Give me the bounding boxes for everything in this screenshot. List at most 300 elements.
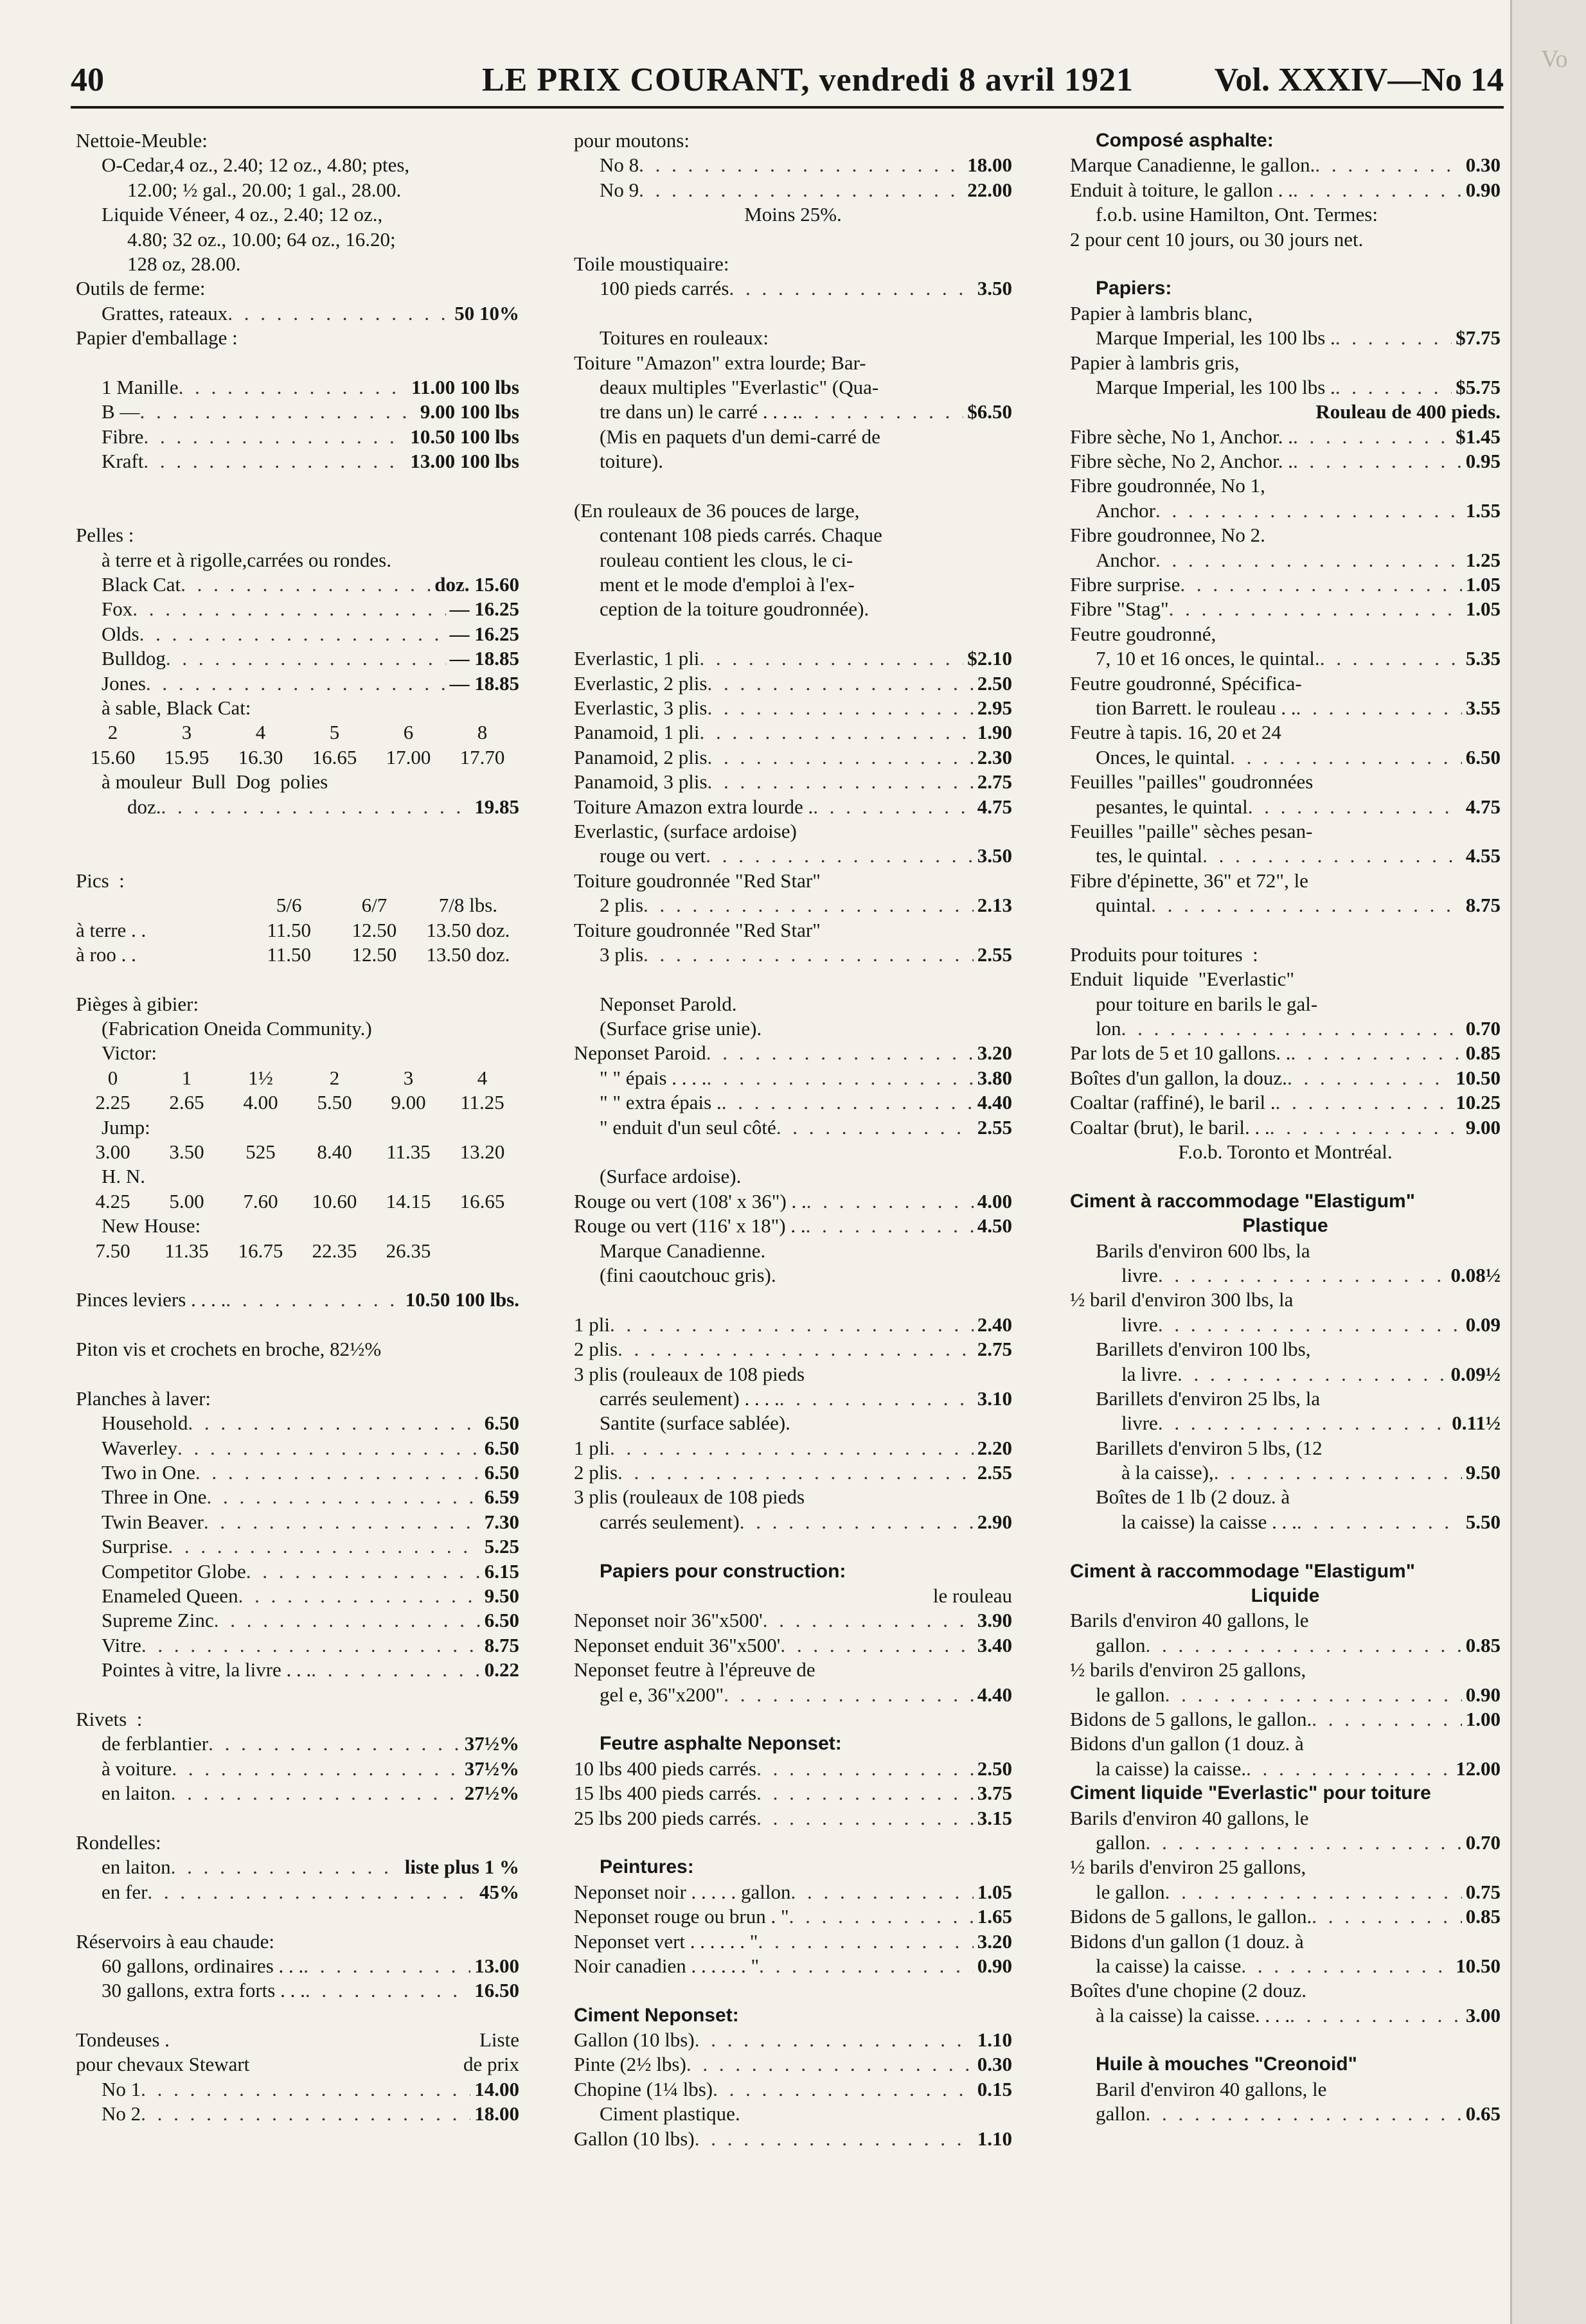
dot-leader bbox=[1165, 1880, 1462, 1904]
grid-cell: 4.00 bbox=[243, 1091, 278, 1114]
text-line: Neponset feutre à l'épreuve de bbox=[574, 1658, 815, 1681]
price-row bbox=[1070, 1313, 1501, 1337]
item-label: 7, 10 et 16 onces, le quintal. bbox=[1096, 647, 1320, 670]
price-row bbox=[574, 1633, 1012, 1658]
price-row bbox=[76, 1954, 519, 1978]
price-row bbox=[574, 1387, 1012, 1411]
price-row bbox=[1070, 844, 1501, 868]
price-row bbox=[574, 2052, 1012, 2077]
price-value: 2.20 bbox=[977, 1436, 1012, 1459]
price-row bbox=[1070, 548, 1501, 572]
price-row bbox=[574, 720, 1012, 745]
price-value: 0.30 bbox=[1465, 154, 1501, 177]
dot-leader bbox=[756, 1781, 974, 1805]
price-row bbox=[574, 1608, 1012, 1633]
price-value: 1.05 bbox=[1465, 573, 1501, 596]
price-row bbox=[574, 400, 1012, 424]
price-row bbox=[76, 597, 519, 621]
price-row bbox=[76, 400, 519, 424]
grid-cell: Tondeuses . bbox=[76, 2028, 170, 2052]
price-row bbox=[76, 2102, 519, 2126]
dot-leader bbox=[246, 1559, 481, 1584]
text-line: Papiers: bbox=[1096, 278, 1172, 299]
item-label: Fox bbox=[102, 598, 133, 621]
spacer bbox=[574, 227, 1012, 252]
price-value: 0.09½ bbox=[1450, 1362, 1501, 1385]
spacer bbox=[1070, 252, 1501, 276]
text-line: Huile à mouches "Creonoid" bbox=[1096, 2053, 1357, 2075]
text-line: rouleau contient les clous, le ci- bbox=[600, 548, 853, 571]
grid-cell bbox=[76, 893, 246, 918]
item-label: Marque Canadienne, le gallon. bbox=[1070, 154, 1315, 177]
item-label: Everlastic, 1 pli bbox=[574, 647, 700, 670]
grid-cell: de prix bbox=[463, 2053, 519, 2076]
item-label: pesantes, le quintal bbox=[1096, 795, 1248, 818]
dot-leader bbox=[722, 1090, 974, 1115]
price-row bbox=[574, 1189, 1012, 1214]
dot-leader bbox=[177, 1436, 481, 1460]
item-label: Rouge ou vert (116' x 18") . . bbox=[574, 1214, 806, 1237]
price-value: — 16.25 bbox=[449, 598, 519, 621]
grid-cell: pour chevaux Stewart bbox=[76, 2053, 250, 2076]
price-value: 5.25 bbox=[484, 1535, 519, 1558]
grid-cell: 5.50 bbox=[317, 1091, 352, 1114]
text-line: Baril d'environ 40 gallons, le bbox=[1096, 2077, 1327, 2100]
price-row bbox=[574, 1460, 1012, 1485]
price-value: 2.50 bbox=[977, 1757, 1012, 1780]
price-value: 6.50 bbox=[484, 1436, 519, 1459]
price-value: 2.55 bbox=[977, 1461, 1012, 1484]
item-label: Neponset noir . . . . . gallon bbox=[574, 1880, 791, 1903]
text-line: Feutre goudronné, Spécifica- bbox=[1070, 671, 1302, 695]
dot-leader bbox=[1276, 1090, 1452, 1115]
price-row bbox=[574, 153, 1012, 177]
price-column-1 bbox=[76, 129, 519, 2127]
spacer bbox=[76, 2003, 519, 2028]
grid-cell: à terre . . bbox=[76, 918, 147, 941]
item-label: la caisse) la caisse . . . bbox=[1121, 1510, 1297, 1533]
price-row bbox=[574, 1904, 1012, 1929]
dot-leader bbox=[1297, 1510, 1462, 1534]
item-label: 10 lbs 400 pieds carrés bbox=[574, 1757, 757, 1780]
price-row bbox=[1070, 745, 1501, 770]
dot-leader bbox=[618, 1460, 974, 1485]
text-line: toiture). bbox=[600, 450, 663, 473]
text-line: Ciment à raccommodage "Elastigum" bbox=[1070, 1190, 1415, 1212]
grid-cell: 15.95 bbox=[164, 745, 209, 768]
price-row bbox=[574, 1929, 1012, 1954]
item-label: Fibre surprise bbox=[1070, 573, 1181, 596]
text-line: H. N. bbox=[102, 1165, 146, 1188]
dot-leader bbox=[181, 572, 431, 597]
price-value: 27½% bbox=[464, 1782, 519, 1805]
price-value: 2.90 bbox=[977, 1510, 1012, 1533]
price-row bbox=[76, 1757, 519, 1781]
price-value: 3.20 bbox=[977, 1929, 1012, 1953]
item-label: 2 plis bbox=[600, 894, 644, 917]
dot-leader bbox=[1230, 745, 1462, 770]
price-row bbox=[76, 1485, 519, 1509]
price-value: 6.50 bbox=[484, 1609, 519, 1632]
item-label: Panamoid, 3 plis bbox=[574, 770, 708, 794]
item-label: No 2 bbox=[102, 2102, 141, 2125]
dot-leader bbox=[699, 720, 973, 745]
item-label: Pinces leviers . . . . bbox=[76, 1288, 226, 1311]
price-value: 2.75 bbox=[977, 770, 1012, 794]
item-label: gel e, 36"x200" bbox=[600, 1683, 724, 1706]
price-row bbox=[1070, 499, 1501, 523]
dot-leader bbox=[756, 1806, 974, 1831]
margin-fragment: Vo bbox=[1541, 46, 1568, 73]
text-line: Liquide bbox=[1251, 1585, 1320, 1607]
text-line: F.o.b. Toronto et Montréal. bbox=[1178, 1140, 1393, 1164]
item-label: en fer bbox=[102, 1880, 148, 1903]
price-column-3 bbox=[1070, 129, 1501, 2127]
price-row bbox=[574, 178, 1012, 202]
price-row bbox=[1070, 1904, 1501, 1929]
item-label: Gallon (10 lbs) bbox=[574, 2028, 695, 2052]
item-label: Fibre bbox=[102, 425, 144, 448]
text-line: Nettoie-Meuble: bbox=[76, 129, 208, 152]
text-line: Fibre goudronnée, No 1, bbox=[1070, 474, 1265, 497]
text-line: Santite (surface sablée). bbox=[600, 1412, 790, 1435]
text-line: pour moutons: bbox=[574, 129, 690, 152]
dot-leader bbox=[713, 2077, 974, 2102]
price-value: 5.50 bbox=[1465, 1510, 1501, 1533]
dot-leader bbox=[643, 943, 974, 967]
dot-leader bbox=[776, 1115, 974, 1140]
price-value: 0.90 bbox=[977, 1954, 1012, 1977]
spacer bbox=[1070, 1534, 1501, 1559]
price-row bbox=[574, 893, 1012, 918]
item-label: 2 plis bbox=[574, 1338, 618, 1361]
dot-leader bbox=[1121, 1016, 1462, 1041]
price-value: 0.70 bbox=[1465, 1017, 1501, 1040]
price-value: 0.30 bbox=[977, 2053, 1012, 2076]
grid-cell: 2.65 bbox=[169, 1091, 204, 1114]
text-line: 128 oz, 28.00. bbox=[127, 252, 241, 275]
dot-leader bbox=[1291, 1041, 1462, 1065]
price-row bbox=[76, 646, 519, 671]
item-label: livre bbox=[1121, 1412, 1158, 1435]
grid-cell: 11.35 bbox=[165, 1239, 209, 1262]
item-label: carrés seulement) bbox=[600, 1510, 740, 1533]
price-row bbox=[1070, 1066, 1501, 1090]
dot-leader bbox=[139, 622, 446, 646]
item-label: Grattes, rateaux bbox=[102, 301, 228, 324]
item-label: à la caisse) la caisse. . . . bbox=[1096, 2003, 1290, 2027]
grid-cell: 8.40 bbox=[317, 1140, 352, 1164]
grid-cell: 0 bbox=[107, 1066, 118, 1089]
text-line: Feuilles "pailles" goudronnées bbox=[1070, 770, 1314, 794]
spacer bbox=[76, 1806, 519, 1831]
text-line: Neponset Parold. bbox=[600, 992, 737, 1015]
price-row bbox=[1070, 1510, 1501, 1534]
price-row bbox=[76, 1658, 519, 1682]
price-row bbox=[574, 1115, 1012, 1140]
price-value: 9.00 bbox=[1465, 1115, 1501, 1139]
text-line: ment et le mode d'emploi à l'ex- bbox=[600, 573, 855, 596]
text-line: Papier à lambris blanc, bbox=[1070, 301, 1253, 324]
grid-cell: 22.35 bbox=[312, 1239, 357, 1262]
grid-cell: à roo . . bbox=[76, 943, 136, 966]
item-label: Neponset Paroid bbox=[574, 1042, 706, 1065]
dot-leader bbox=[813, 795, 973, 819]
price-value: 4.50 bbox=[977, 1214, 1012, 1237]
item-label: Supreme Zinc bbox=[102, 1609, 214, 1632]
spacer bbox=[76, 499, 519, 523]
item-label: tre dans un) le carré . . . . bbox=[600, 400, 798, 423]
price-row bbox=[574, 1806, 1012, 1831]
item-label: 2 plis bbox=[574, 1461, 618, 1484]
grid-cell: 7.60 bbox=[243, 1189, 278, 1212]
item-label: B — bbox=[102, 400, 140, 423]
price-row bbox=[574, 770, 1012, 794]
price-row bbox=[1070, 572, 1501, 597]
price-value: 6.50 bbox=[1465, 745, 1501, 768]
spacer bbox=[1070, 2028, 1501, 2052]
item-label: gallon bbox=[1096, 1831, 1146, 1854]
grid-cell: 3 bbox=[403, 1066, 414, 1089]
text-line: 3 plis (rouleaux de 108 pieds bbox=[574, 1486, 805, 1509]
item-label: Vitre bbox=[102, 1633, 141, 1656]
text-line: (Fabrication Oneida Community.) bbox=[102, 1017, 372, 1040]
dot-leader bbox=[238, 1584, 481, 1608]
price-row bbox=[76, 1633, 519, 1658]
item-label: Bulldog bbox=[102, 647, 166, 670]
price-row bbox=[76, 795, 519, 819]
value-grid bbox=[76, 1066, 519, 1090]
dot-leader bbox=[1335, 375, 1452, 400]
dot-leader bbox=[1177, 1362, 1447, 1387]
price-row bbox=[76, 1460, 519, 1485]
price-row bbox=[1070, 893, 1501, 918]
dot-leader bbox=[1270, 1115, 1462, 1140]
price-row bbox=[574, 276, 1012, 301]
item-label: 25 lbs 200 pieds carrés bbox=[574, 1806, 757, 1829]
price-value: 0.22 bbox=[484, 1658, 519, 1681]
item-label: " " épais . . . . bbox=[600, 1066, 707, 1089]
item-label: Pinte (2½ lbs) bbox=[574, 2053, 686, 2076]
text-line: Toiture goudronnée "Red Star" bbox=[574, 918, 821, 941]
price-value: 2.75 bbox=[977, 1338, 1012, 1361]
price-value: 2.50 bbox=[977, 671, 1012, 695]
price-row bbox=[76, 375, 519, 400]
price-value: 3.50 bbox=[977, 844, 1012, 867]
grid-cell: 4 bbox=[255, 721, 266, 744]
price-row bbox=[1070, 178, 1501, 202]
price-value: 10.50 bbox=[1456, 1066, 1501, 1089]
dot-leader bbox=[789, 1904, 974, 1929]
price-value: 4.55 bbox=[1465, 844, 1501, 867]
item-label: Chopine (1¼ lbs) bbox=[574, 2077, 713, 2100]
text-line: contenant 108 pieds carrés. Chaque bbox=[600, 524, 882, 547]
price-row bbox=[1070, 795, 1501, 819]
item-label: Pointes à vitre, la livre . . . bbox=[102, 1658, 312, 1681]
dot-leader bbox=[806, 1214, 974, 1238]
item-label: en laiton bbox=[102, 1782, 171, 1805]
spacer bbox=[1070, 1164, 1501, 1189]
spacer bbox=[76, 844, 519, 868]
dot-leader bbox=[706, 844, 973, 868]
dot-leader bbox=[1312, 1707, 1461, 1732]
text-line: Pics : bbox=[76, 869, 125, 892]
text-line: 12.00; ½ gal., 20.00; 1 gal., 28.00. bbox=[127, 178, 402, 201]
text-line: Boîtes de 1 lb (2 douz. à bbox=[1096, 1486, 1290, 1509]
dot-leader bbox=[1246, 1757, 1452, 1781]
item-label: Neponset vert . . . . . . " bbox=[574, 1929, 758, 1953]
text-line: Pelles : bbox=[76, 524, 134, 547]
price-row bbox=[574, 696, 1012, 720]
item-label: 1 pli bbox=[574, 1313, 610, 1336]
dot-leader bbox=[1202, 844, 1462, 868]
price-value: 10.25 bbox=[1456, 1091, 1501, 1114]
dot-leader bbox=[132, 597, 445, 621]
item-label: tion Barrett. le rouleau . . bbox=[1096, 696, 1296, 719]
item-label: à voiture bbox=[102, 1757, 172, 1780]
grid-cell: 16.75 bbox=[238, 1239, 283, 1262]
price-row bbox=[1070, 1707, 1501, 1732]
dot-leader bbox=[1180, 572, 1461, 597]
item-label: Fibre sèche, No 1, Anchor. . bbox=[1070, 425, 1293, 448]
price-row bbox=[1070, 326, 1501, 350]
grid-cell: 2 bbox=[329, 1066, 340, 1089]
price-row bbox=[76, 1411, 519, 1435]
price-row bbox=[76, 425, 519, 449]
price-value: 22.00 bbox=[967, 178, 1012, 201]
dot-leader bbox=[147, 1880, 476, 1904]
value-grid bbox=[76, 2052, 519, 2077]
page-number: 40 bbox=[71, 62, 104, 98]
text-line: Plastique bbox=[1242, 1215, 1328, 1237]
price-value: 0.08½ bbox=[1450, 1263, 1501, 1286]
dot-leader bbox=[780, 1387, 974, 1411]
dot-leader bbox=[226, 1288, 401, 1312]
price-value: 0.09 bbox=[1465, 1313, 1501, 1336]
dot-leader bbox=[1287, 1066, 1452, 1090]
item-label: Anchor bbox=[1096, 548, 1155, 571]
text-line: Planches à laver: bbox=[76, 1387, 211, 1410]
dot-leader bbox=[610, 1313, 974, 1337]
spacer bbox=[76, 1683, 519, 1707]
price-value: 3.40 bbox=[977, 1633, 1012, 1656]
dot-leader bbox=[303, 1954, 470, 1978]
text-line: Toitures en rouleaux: bbox=[600, 326, 769, 350]
price-row bbox=[76, 1584, 519, 1608]
text-line: Victor: bbox=[102, 1042, 157, 1065]
text-line: 4.80; 32 oz., 10.00; 64 oz., 16.20; bbox=[127, 227, 396, 251]
price-value: 2.40 bbox=[977, 1313, 1012, 1336]
dot-leader bbox=[1293, 449, 1462, 474]
price-row bbox=[574, 1214, 1012, 1238]
price-row bbox=[76, 1978, 519, 2003]
adjacent-page-edge bbox=[1510, 0, 1586, 2324]
price-value: 4.40 bbox=[977, 1091, 1012, 1114]
spacer bbox=[574, 622, 1012, 646]
price-value: 6.50 bbox=[484, 1461, 519, 1484]
item-label: Marque Imperial, les 100 lbs . bbox=[1096, 375, 1335, 398]
item-label: Enduit à toiture, le gallon . . bbox=[1070, 178, 1293, 201]
grid-cell: 2.25 bbox=[95, 1091, 130, 1114]
price-value: 3.00 bbox=[1465, 2003, 1501, 2027]
price-value: doz. 15.60 bbox=[434, 573, 519, 596]
item-label: Marque Imperial, les 100 lbs . bbox=[1096, 326, 1335, 350]
text-line: Toiture "Amazon" extra lourde; Bar- bbox=[574, 351, 866, 374]
volume-number: Vol. XXXIV—No 14 bbox=[1214, 62, 1504, 98]
value-grid bbox=[76, 720, 519, 745]
item-label: livre bbox=[1121, 1263, 1158, 1286]
dot-leader bbox=[1151, 893, 1462, 918]
value-grid bbox=[76, 2028, 519, 2052]
price-value: 16.50 bbox=[474, 1979, 519, 2002]
grid-cell: 525 bbox=[245, 1140, 276, 1164]
spacer bbox=[76, 1362, 519, 1387]
price-row bbox=[574, 2028, 1012, 2052]
text-line: Produits pour toitures : bbox=[1070, 943, 1258, 966]
grid-cell: 14.15 bbox=[386, 1189, 431, 1212]
item-label: gallon bbox=[1096, 1633, 1146, 1656]
price-row bbox=[1070, 1115, 1501, 1140]
dot-leader bbox=[763, 1608, 974, 1633]
price-value: 3.20 bbox=[977, 1042, 1012, 1065]
dot-leader bbox=[708, 745, 974, 770]
grid-cell: 13.50 doz. bbox=[426, 943, 510, 966]
price-row bbox=[574, 1041, 1012, 1065]
price-value: 10.50 bbox=[1456, 1954, 1501, 1977]
dot-leader bbox=[686, 2052, 974, 2077]
price-value: 6.15 bbox=[484, 1559, 519, 1583]
dot-leader bbox=[707, 671, 973, 696]
dot-leader bbox=[172, 1757, 460, 1781]
grid-cell: 15.60 bbox=[90, 745, 136, 768]
grid-cell: 1½ bbox=[248, 1066, 273, 1089]
value-grid bbox=[76, 918, 519, 943]
price-row bbox=[574, 1781, 1012, 1805]
item-label: Coaltar (brut), le baril. . . bbox=[1070, 1115, 1270, 1139]
price-value: 0.90 bbox=[1465, 178, 1501, 201]
dot-leader bbox=[643, 893, 974, 918]
price-row bbox=[1070, 425, 1501, 449]
item-label: Everlastic, 2 plis bbox=[574, 671, 708, 695]
price-row bbox=[574, 1066, 1012, 1090]
text-line: Papiers pour construction: bbox=[600, 1560, 846, 1582]
spacer bbox=[574, 1978, 1012, 2003]
grid-cell: 3.50 bbox=[169, 1140, 204, 1164]
text-line: Feutre asphalte Neponset: bbox=[600, 1733, 842, 1755]
price-value: 0.15 bbox=[977, 2077, 1012, 2100]
price-row bbox=[574, 1954, 1012, 1978]
dot-leader bbox=[618, 1337, 974, 1362]
text-line: Feuilles "paille" sèches pesan- bbox=[1070, 819, 1313, 842]
price-value: 10.50 100 lbs. bbox=[405, 1288, 519, 1311]
spacer bbox=[574, 1707, 1012, 1732]
dot-leader bbox=[208, 1732, 461, 1756]
dot-leader bbox=[729, 276, 973, 301]
price-row bbox=[76, 1608, 519, 1633]
price-value: 3.75 bbox=[977, 1782, 1012, 1805]
item-label: Bidons de 5 gallons, le gallon. bbox=[1070, 1905, 1312, 1928]
price-row bbox=[1070, 1880, 1501, 1904]
text-line: Everlastic, (surface ardoise) bbox=[574, 819, 797, 842]
dot-leader bbox=[214, 1608, 481, 1633]
dot-leader bbox=[143, 425, 406, 449]
price-row bbox=[574, 1757, 1012, 1781]
grid-cell: 8 bbox=[477, 721, 488, 744]
dot-leader bbox=[188, 1411, 480, 1435]
price-value: 50 10% bbox=[454, 301, 519, 324]
text-line: Piton vis et crochets en broche, 82½% bbox=[76, 1338, 382, 1361]
text-line: Jump: bbox=[102, 1115, 150, 1139]
